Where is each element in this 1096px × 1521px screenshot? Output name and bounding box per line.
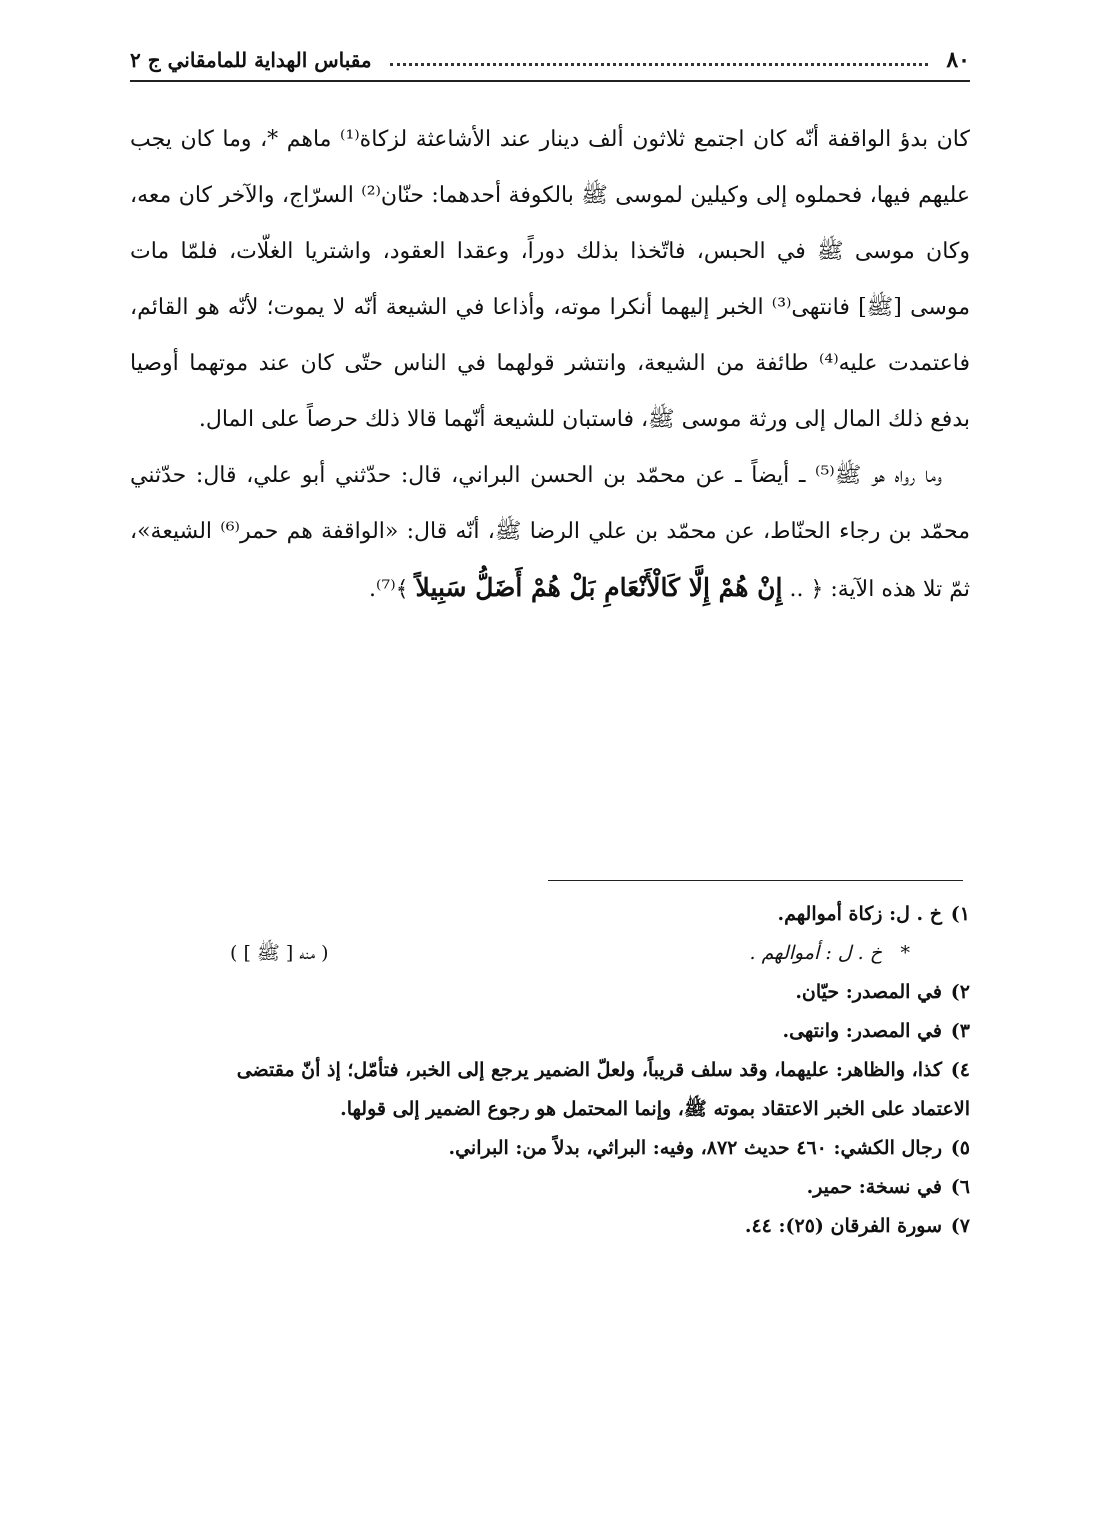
footnote-1 bbox=[130, 895, 970, 934]
footnote-text: في المصدر: وانتهى. bbox=[782, 1020, 942, 1042]
main-text bbox=[130, 112, 970, 618]
footnote-text: خ . ل : أموالهم . bbox=[749, 942, 882, 964]
paragraph-2 bbox=[130, 448, 970, 618]
quran-verse: إِنْ هُمْ إِلَّا كَالْأَنْعَامِ بَلْ هُمْ أَضَلُّ سَبِيلاً bbox=[415, 573, 783, 602]
footnote-text: الاعتماد على الخبر الاعتقاد بموته ﷺ، وإنما المحتمل هو رجوع الضمير إلى قولها. bbox=[340, 1098, 970, 1120]
footnote-text: خ . ل: زكاة أموالهم. bbox=[777, 903, 942, 925]
footnote-4 bbox=[130, 1051, 970, 1090]
paragraph-2-text: وما رواه هو ﷺ⁽⁵⁾ ـ أيضاً ـ عن محمّد بن الحسن البراني، قال: حدّثني أبو علي، قال: حدّثني محمّد بن رجاء الحنّاط، عن محمّد بن علي الرضا ﷺ، أنّه قال: «الواقفة هم حمر⁽⁶⁾ الشيعة»، ثمّ تلا هذه الآية: ﴿ .. bbox=[130, 463, 970, 602]
footnote-number: ٦) bbox=[950, 1176, 970, 1198]
footnote-3 bbox=[130, 1012, 970, 1051]
footnote-source: ( منه [ ﷺ ] ) bbox=[230, 942, 329, 964]
footnote-number: ٥) bbox=[950, 1137, 970, 1159]
footnote-number: ٧) bbox=[950, 1215, 970, 1237]
footnote-7 bbox=[130, 1207, 970, 1246]
footnotes bbox=[130, 895, 970, 1246]
footnote-text: في نسخة: حمير. bbox=[806, 1176, 942, 1198]
running-header bbox=[130, 40, 970, 82]
footnote-separator bbox=[548, 880, 963, 881]
page-number: ٨٠ bbox=[946, 47, 970, 73]
footnote-star-marker: * bbox=[900, 942, 910, 964]
footnote-star bbox=[130, 934, 970, 973]
header-leader-dots bbox=[390, 63, 929, 66]
footnote-number: ٢) bbox=[950, 981, 970, 1003]
paragraph-1: كان بدؤ الواقفة أنّه كان اجتمع ثلاثون ألف دينار عند الأشاعثة لزكاة⁽¹⁾ ماهم *، وما كان يجب عليهم فيها، فحملوه إلى وكيلين لموسى ﷺ بالكوفة أحدهما: حنّان⁽²⁾ السرّاج، والآخر كان معه، وكان موسى ﷺ في الحبس، فاتّخذا بذلك دوراً، وعقدا العقود، واشتريا الغلّات، فلمّا مات موسى [ﷺ] فانتهى⁽³⁾ الخبر إليهما أنكرا موته، وأذاعا في الشيعة أنّه لا يموت؛ لأنّه هو القائم، فاعتمدت عليه⁽⁴⁾ طائفة من الشيعة، وانتشر قولهما في الناس حتّى كان عند موتهما أوصيا بدفع ذلك المال إلى ورثة موسى ﷺ، فاستبان للشيعة أنّهما قالا ذلك حرصاً على المال. bbox=[130, 127, 971, 432]
footnote-2 bbox=[130, 973, 970, 1012]
footnote-text: في المصدر: حيّان. bbox=[795, 981, 942, 1003]
paragraph-2-end: ﴾⁽⁷⁾. bbox=[369, 577, 409, 602]
footnote-4-continuation bbox=[130, 1090, 970, 1129]
footnote-number: ٣) bbox=[950, 1020, 970, 1042]
running-title: مقباس الهداية للمامقاني ج ٢ bbox=[130, 48, 372, 72]
footnote-text: رجال الكشي: ٤٦٠ حديث ٨٧٢، وفيه: البراثي، بدلاً من: البراني. bbox=[448, 1137, 942, 1159]
footnote-number: ١) bbox=[950, 903, 970, 925]
footnote-6 bbox=[130, 1168, 970, 1207]
footnote-text: سورة الفرقان (٢٥): ٤٤. bbox=[744, 1215, 942, 1237]
footnote-number: ٤) bbox=[950, 1059, 970, 1081]
footnote-5 bbox=[130, 1129, 970, 1168]
footnote-text: كذا، والظاهر: عليهما، وقد سلف قريباً، ولعلّ الضمير يرجع إلى الخبر، فتأمّل؛ إذ أنّ مقتضى bbox=[236, 1059, 942, 1081]
